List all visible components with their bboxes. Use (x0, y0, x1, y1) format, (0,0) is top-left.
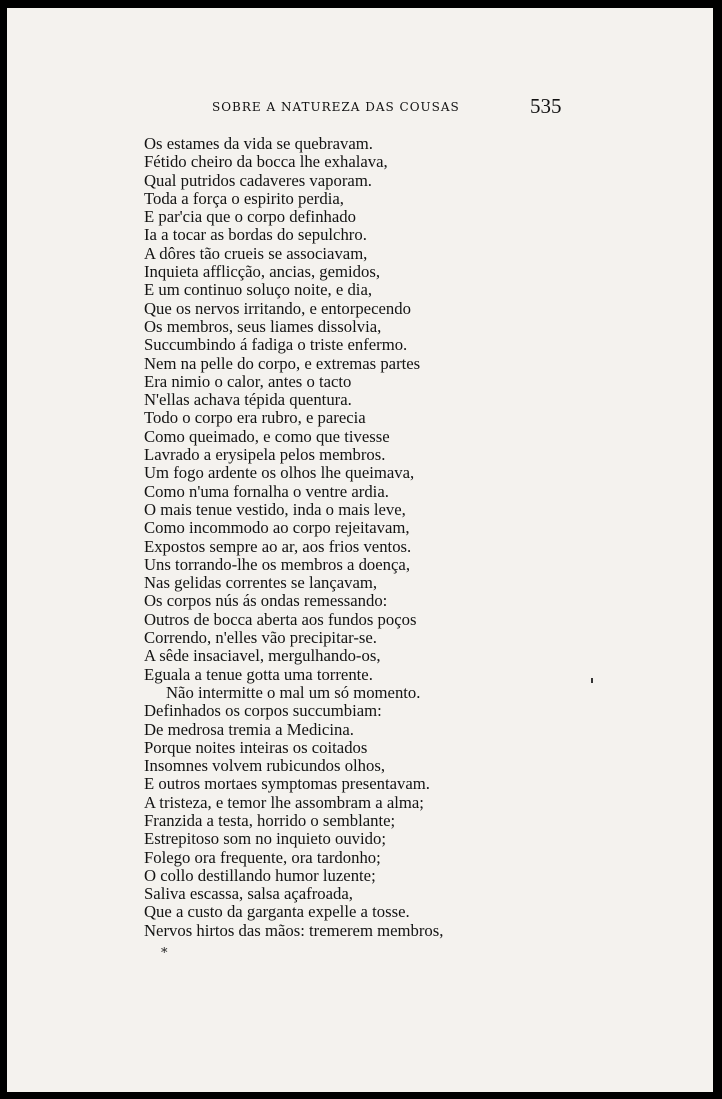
poem-line: Definhados os corpos succumbiam: (144, 701, 382, 721)
poem-line: Não intermitte o mal um só momento. (166, 682, 421, 702)
book-page (7, 8, 713, 1092)
page-number: 535 (530, 94, 562, 118)
poem-line: A tristeza, e temor lhe assombram a alma; (144, 792, 424, 812)
signature-mark: * (161, 946, 168, 961)
poem-line: Toda a força o espirito perdia, (144, 188, 344, 208)
poem-line: Que a custo da garganta expelle a tosse. (144, 902, 410, 922)
poem-line: Franzida a testa, horrido o semblante; (144, 810, 396, 830)
poem-line: Correndo, n'elles vão precipitar-se. (144, 628, 377, 648)
poem-line: Os membros, seus liames dissolvia, (144, 316, 382, 336)
poem-line: N'ellas achava tépida quentura. (144, 390, 352, 410)
poem-line: A dôres tão crueis se associavam, (144, 243, 368, 263)
poem-line: Como queimado, e como que tivesse (144, 426, 390, 446)
poem-line: Era nimio o calor, antes o tacto (144, 371, 352, 391)
poem-line: Porque noites inteiras os coitados (144, 737, 368, 757)
poem-line: Eguala a tenue gotta uma torrente. (144, 664, 373, 684)
poem-line: Uns torrando-lhe os membros a doença, (144, 554, 410, 574)
poem-line: Lavrado a erysipela pelos membros. (144, 445, 386, 465)
poem-line: O mais tenue vestido, inda o mais leve, (144, 499, 406, 519)
poem-line: Nem na pelle do corpo, e extremas partes (144, 353, 421, 373)
poem-line: Nas gelidas correntes se lançavam, (144, 573, 378, 593)
poem-line: Outros de bocca aberta aos fundos poços (144, 609, 417, 629)
poem-line: Como incommodo ao corpo rejeitavam, (144, 518, 410, 538)
poem-line: Que os nervos irritando, e entorpecendo (144, 298, 411, 318)
poem-line: De medrosa tremia a Medicina. (144, 719, 354, 739)
poem-line: Como n'uma fornalha o ventre ardia. (144, 481, 389, 501)
poem-line: Os corpos nús ás ondas remessando: (144, 591, 388, 611)
poem-line: E um continuo soluço noite, e dia, (144, 280, 373, 300)
poem-line: Folego ora frequente, ora tardonho; (144, 847, 381, 867)
poem-line: E outros mortaes symptomas presentavam. (144, 774, 430, 794)
poem-line: A sêde insaciavel, mergulhando-os, (144, 646, 381, 666)
poem-line: Fétido cheiro da bocca lhe exhalava, (144, 152, 388, 172)
poem-line: Um fogo ardente os olhos lhe queimava, (144, 463, 415, 483)
poem-line: E par'cia que o corpo definhado (144, 207, 356, 227)
ink-speck (591, 678, 593, 683)
poem-line: Nervos hirtos das mãos: tremerem membros, (144, 920, 444, 940)
poem-line: Ia a tocar as bordas do sepulchro. (144, 225, 367, 245)
poem-line: Saliva escassa, salsa açafroada, (144, 884, 353, 904)
poem-line: O collo destillando humor luzente; (144, 865, 376, 885)
poem-line: Estrepitoso som no inquieto ouvido; (144, 829, 386, 849)
poem-line: Succumbindo á fadiga o triste enfermo. (144, 335, 408, 355)
poem-line: Os estames da vida se quebravam. (144, 134, 373, 153)
poem-text (144, 135, 443, 940)
poem-line: Inquieta afflicção, ancias, gemidos, (144, 262, 381, 282)
running-head (7, 94, 713, 120)
poem-line: Expostos sempre ao ar, aos frios ventos. (144, 536, 412, 556)
poem-line: Insomnes volvem rubicundos olhos, (144, 756, 386, 776)
running-title: SOBRE A NATUREZA DAS COUSAS (212, 100, 460, 114)
poem-line: Todo o corpo era rubro, e parecia (144, 408, 366, 428)
poem-line: Qual putridos cadaveres vaporam. (144, 170, 372, 190)
